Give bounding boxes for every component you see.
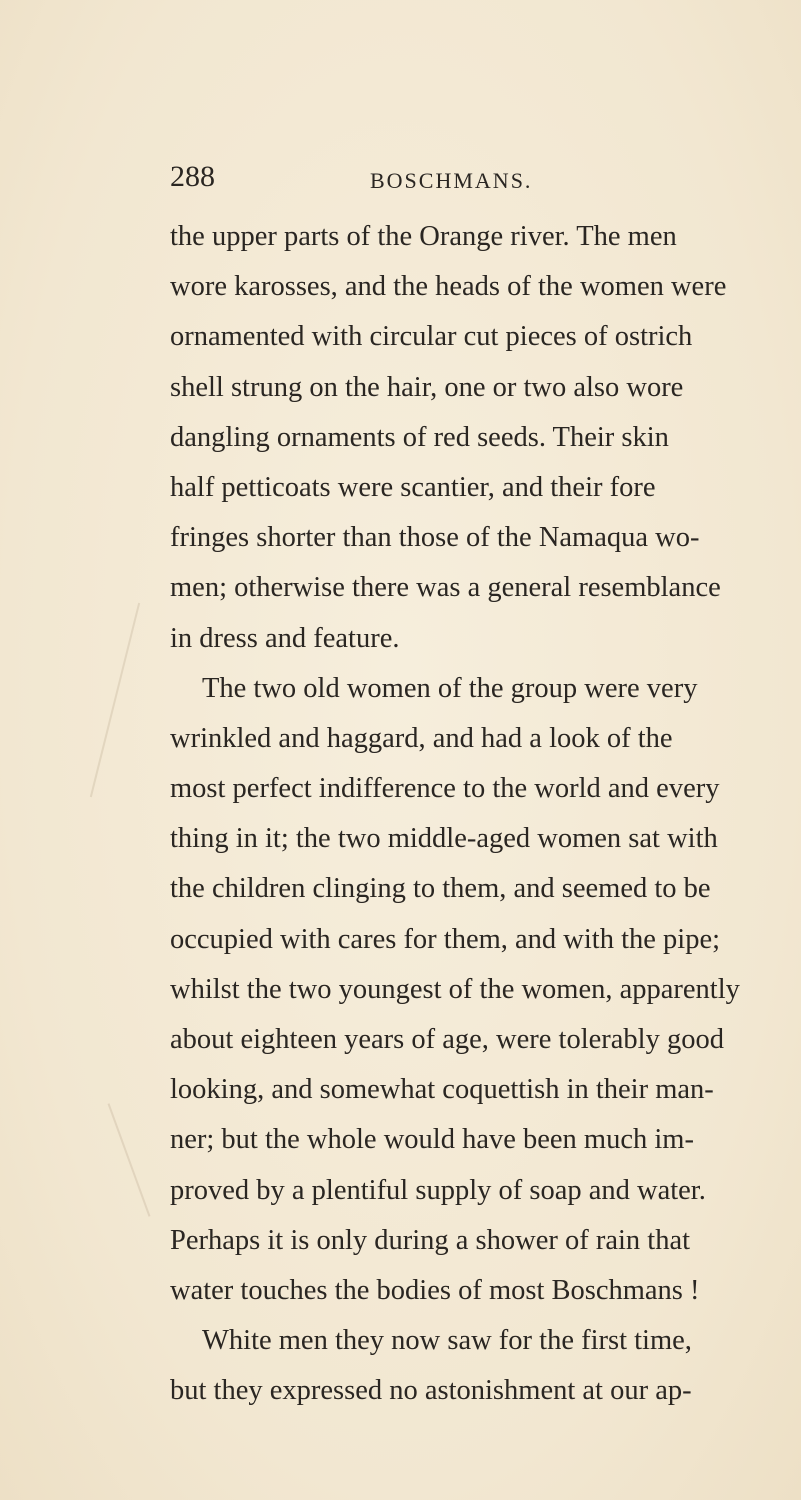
text-line: occupied with cares for them, and with the pipe; — [170, 923, 721, 955]
text-line: about eighteen years of age, were tolerably good — [170, 1024, 724, 1055]
text-line: in dress and feature. — [170, 622, 400, 654]
text-line: but they expressed no astonishment at our ap- — [170, 1375, 692, 1407]
text-line: men; otherwise there was a general resemblance — [170, 572, 721, 604]
text-line: thing in it; the two middle-aged women sat with — [170, 823, 718, 855]
page-number: 288 — [170, 160, 215, 193]
body-text — [170, 212, 790, 1417]
paragraph-start-line: White men they now saw for the first time, — [202, 1325, 692, 1357]
page-stain-mark — [108, 1103, 151, 1216]
text-line: shell strung on the hair, one or two also wore — [170, 371, 684, 403]
text-line: water touches the bodies of most Boschmans ! — [170, 1274, 700, 1306]
text-line: half petticoats were scantier, and their fore — [170, 471, 656, 503]
text-line: proved by a plentiful supply of soap and water. — [170, 1174, 706, 1206]
text-line: looking, and somewhat coquettish in their man- — [170, 1074, 714, 1106]
text-line: Perhaps it is only during a shower of rain that — [170, 1224, 691, 1256]
page-header — [170, 160, 630, 200]
page-stain-mark — [90, 603, 140, 798]
text-line: whilst the two youngest of the women, apparently — [170, 973, 740, 1005]
running-head: BOSCHMANS. — [370, 168, 533, 193]
text-line: ner; but the whole would have been much im- — [170, 1124, 694, 1156]
text-line: most perfect indifference to the world and every — [170, 773, 720, 805]
text-line: fringes shorter than those of the Namaqua wo- — [170, 522, 700, 554]
text-line: dangling ornaments of red seeds. Their skin — [170, 421, 669, 453]
text-line: wrinkled and haggard, and had a look of the — [170, 722, 673, 754]
text-line: the children clinging to them, and seemed to be — [170, 873, 711, 905]
text-line: wore karosses, and the heads of the women were — [170, 271, 727, 303]
text-line: the upper parts of the Orange river. The men — [170, 221, 677, 252]
paragraph-start-line: The two old women of the group were very — [202, 672, 698, 704]
text-line: ornamented with circular cut pieces of ostrich — [170, 321, 693, 353]
